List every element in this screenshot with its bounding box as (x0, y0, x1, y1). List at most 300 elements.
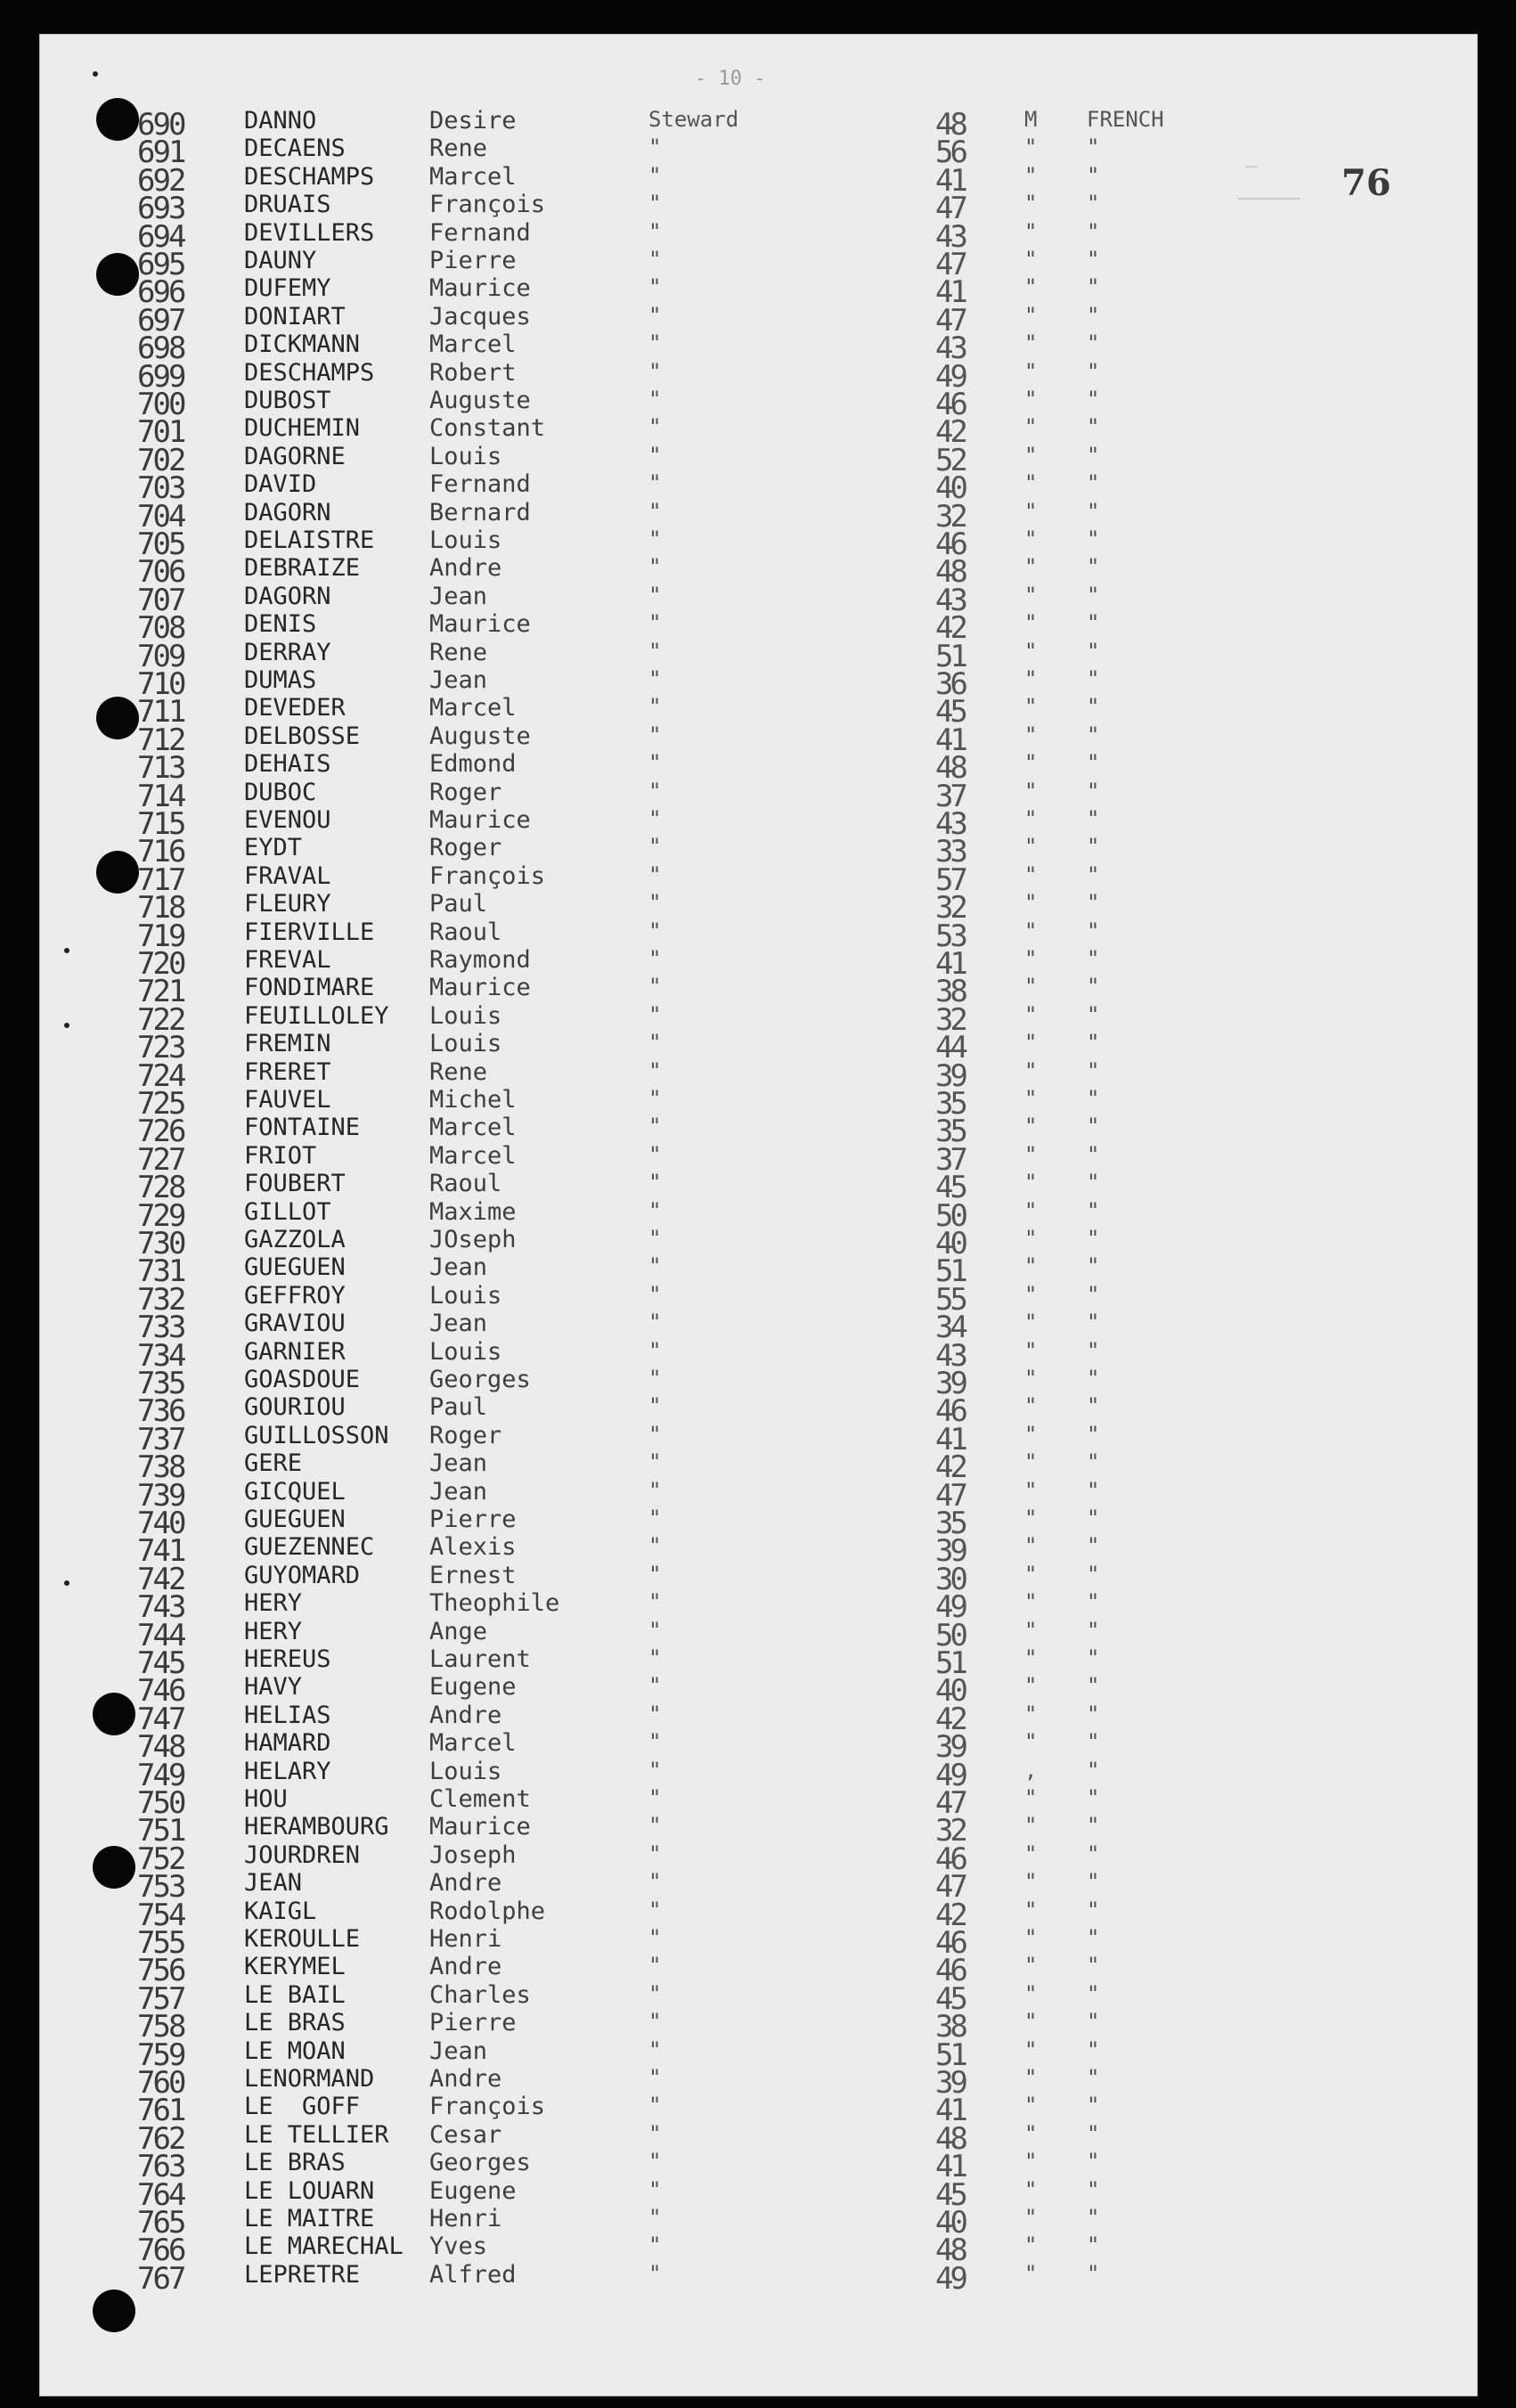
sex: " (1024, 666, 1038, 691)
entry-number: 735 (137, 1366, 184, 1401)
entry-number: 703 (137, 470, 184, 507)
surname: FREMIN (244, 1030, 331, 1058)
age: 42 (935, 1449, 965, 1486)
entry-number: 753 (137, 1869, 184, 1906)
age: 51 (935, 1253, 965, 1290)
surname: DUFEMY (244, 274, 331, 303)
first-name: Louis (429, 1281, 502, 1310)
entry-number: 724 (137, 1057, 184, 1094)
surname: DUCHEMIN (244, 414, 361, 443)
surname: HERY (244, 1589, 303, 1618)
first-name: Desire (429, 107, 517, 135)
entry-number: 698 (137, 331, 184, 367)
entry-number: 760 (137, 2065, 184, 2101)
entry-number: 720 (137, 946, 184, 982)
sex: " (1024, 1869, 1038, 1895)
age: 35 (935, 1086, 965, 1122)
first-name: Raoul (429, 918, 502, 946)
list-item (0, 1253, 1516, 1290)
first-name: Yves (429, 2233, 488, 2261)
list-item (0, 2176, 1516, 2213)
occupation: " (648, 1617, 662, 1643)
entry-number: 700 (137, 387, 184, 422)
occupation: " (648, 162, 662, 188)
nationality: " (1087, 918, 1100, 943)
surname: LE LOUARN (244, 2176, 375, 2205)
sex: " (1024, 1925, 1038, 1950)
first-name: Georges (429, 2149, 531, 2177)
nationality: " (1087, 1785, 1100, 1810)
list-item (0, 2009, 1516, 2045)
list-item (0, 387, 1516, 422)
first-name: Edmond (429, 750, 517, 779)
occupation: " (648, 470, 662, 496)
nationality: " (1087, 1030, 1100, 1056)
first-name: Joseph (429, 1841, 517, 1869)
speck (93, 71, 98, 77)
first-name: Rodolphe (429, 1897, 546, 1925)
entry-number: 746 (137, 1673, 184, 1710)
nationality: " (1087, 498, 1100, 524)
entry-number: 748 (137, 1729, 184, 1766)
first-name: Paul (429, 1393, 488, 1422)
nationality: " (1087, 834, 1100, 860)
list-item (0, 1925, 1516, 1961)
sex: " (1024, 1366, 1038, 1391)
entry-number: 761 (137, 2093, 184, 2129)
age: 48 (935, 2120, 965, 2157)
first-name: Cesar (429, 2120, 502, 2149)
entry-number: 726 (137, 1114, 184, 1150)
nationality: " (1087, 1980, 1100, 2006)
age: 43 (935, 1337, 965, 1374)
entry-number: 722 (137, 1001, 184, 1038)
age: 39 (935, 2065, 965, 2101)
surname: LEPRETRE (244, 2260, 361, 2289)
occupation: " (648, 1506, 662, 1531)
first-name: Fernand (429, 218, 531, 247)
first-name: Henri (429, 1925, 502, 1953)
nationality: " (1087, 526, 1100, 551)
surname: DICKMANN (244, 331, 361, 359)
nationality: " (1087, 387, 1100, 412)
occupation: " (648, 1561, 662, 1587)
nationality: " (1087, 1506, 1100, 1531)
list-item (0, 1197, 1516, 1234)
occupation: " (648, 1057, 662, 1083)
first-name: François (429, 2093, 546, 2121)
age: 38 (935, 974, 965, 1010)
surname: JOURDREN (244, 1841, 361, 1869)
nationality: " (1087, 610, 1100, 636)
age: 47 (935, 1869, 965, 1906)
list-item (0, 1141, 1516, 1178)
sex: " (1024, 1729, 1038, 1755)
age: 40 (935, 2205, 965, 2241)
sex: " (1024, 218, 1038, 244)
list-item (0, 414, 1516, 451)
list-item (0, 1757, 1516, 1793)
sex: " (1024, 1506, 1038, 1531)
entry-number: 725 (137, 1086, 184, 1122)
age: 49 (935, 358, 965, 395)
sex: " (1024, 191, 1038, 216)
age: 46 (935, 1953, 965, 1989)
surname: HELIAS (244, 1701, 331, 1729)
entry-number: 758 (137, 2009, 184, 2045)
age: 53 (935, 918, 965, 954)
age: 37 (935, 778, 965, 814)
surname: FONTAINE (244, 1114, 361, 1142)
age: 42 (935, 414, 965, 451)
nationality: " (1087, 694, 1100, 720)
list-item (0, 1366, 1516, 1401)
occupation: " (648, 191, 662, 216)
nationality: " (1087, 890, 1100, 916)
age: 46 (935, 1925, 965, 1961)
sex: " (1024, 498, 1038, 524)
sex: " (1024, 1253, 1038, 1279)
occupation: " (648, 1281, 662, 1307)
list-item (0, 1785, 1516, 1821)
occupation: " (648, 1393, 662, 1419)
nationality: " (1087, 2149, 1100, 2175)
age: 47 (935, 1477, 965, 1514)
occupation: " (648, 1086, 662, 1111)
first-name: Pierre (429, 1506, 517, 1533)
entry-number: 709 (137, 638, 184, 674)
list-item (0, 1589, 1516, 1626)
occupation: " (648, 274, 662, 300)
sex: " (1024, 778, 1038, 804)
occupation: " (648, 1980, 662, 2006)
age: 35 (935, 1114, 965, 1150)
entry-number: 765 (137, 2205, 184, 2241)
surname: JEAN (244, 1869, 303, 1898)
surname: DERRAY (244, 638, 331, 666)
list-item (0, 1897, 1516, 1933)
nationality: " (1087, 1337, 1100, 1363)
nationality: " (1087, 1393, 1100, 1419)
age: 43 (935, 582, 965, 618)
sex: " (1024, 1281, 1038, 1307)
nationality: " (1087, 1757, 1100, 1783)
first-name: Alfred (429, 2260, 517, 2289)
nationality: " (1087, 1617, 1100, 1643)
surname: DENIS (244, 610, 317, 639)
age: 32 (935, 1813, 965, 1849)
entry-number: 742 (137, 1561, 184, 1597)
entry-number: 721 (137, 974, 184, 1010)
sex: " (1024, 1617, 1038, 1643)
occupation: " (648, 414, 662, 440)
occupation: " (648, 1449, 662, 1475)
nationality: " (1087, 2176, 1100, 2202)
list-item (0, 331, 1516, 367)
first-name: Maxime (429, 1197, 517, 1226)
entry-number: 736 (137, 1393, 184, 1430)
list-item (0, 1114, 1516, 1150)
occupation: " (648, 918, 662, 943)
first-name: Jean (429, 1310, 488, 1338)
list-item (0, 2093, 1516, 2129)
entry-number: 710 (137, 666, 184, 702)
entry-number: 691 (137, 135, 184, 171)
list-item (0, 610, 1516, 647)
occupation: " (648, 750, 662, 776)
list-item (0, 1729, 1516, 1766)
first-name: Eugene (429, 2176, 517, 2205)
age: 40 (935, 1226, 965, 1261)
sex: " (1024, 2176, 1038, 2202)
surname: FLEURY (244, 890, 331, 918)
first-name: Raoul (429, 1170, 502, 1198)
nationality: " (1087, 162, 1100, 188)
first-name: Pierre (429, 247, 517, 274)
page-label: - 10 - (695, 68, 766, 90)
first-name: Maurice (429, 610, 531, 639)
sex: " (1024, 2120, 1038, 2146)
nationality: " (1087, 1897, 1100, 1922)
entry-number: 750 (137, 1785, 184, 1821)
sex: " (1024, 1785, 1038, 1810)
surname: LE TELLIER (244, 2120, 389, 2149)
nationality: FRENCH (1087, 107, 1164, 132)
surname: LE BRAS (244, 2149, 346, 2177)
list-item (0, 2205, 1516, 2241)
sex: " (1024, 1393, 1038, 1419)
nationality: " (1087, 1114, 1100, 1139)
nationality: " (1087, 1057, 1100, 1083)
list-item (0, 2233, 1516, 2269)
nationality: " (1087, 806, 1100, 831)
first-name: Maurice (429, 974, 531, 1002)
surname: LE BAIL (244, 1980, 346, 2009)
nationality: " (1087, 861, 1100, 887)
list-item (0, 526, 1516, 562)
surname: FIERVILLE (244, 918, 375, 946)
nationality: " (1087, 247, 1100, 272)
sex: " (1024, 526, 1038, 551)
surname: LE MARECHAL (244, 2233, 403, 2261)
occupation: " (648, 806, 662, 831)
occupation: " (648, 1925, 662, 1950)
entry-number: 719 (137, 918, 184, 954)
sex: " (1024, 1310, 1038, 1335)
surname: DAGORNE (244, 442, 346, 470)
entry-number: 738 (137, 1449, 184, 1486)
first-name: Auguste (429, 387, 531, 414)
entry-number: 766 (137, 2233, 184, 2269)
surname: FONDIMARE (244, 974, 375, 1002)
surname: GOURIOU (244, 1393, 346, 1422)
entry-number: 755 (137, 1925, 184, 1961)
sex: " (1024, 1980, 1038, 2006)
entry-number: 749 (137, 1757, 184, 1793)
first-name: Marcel (429, 331, 517, 359)
sex: " (1024, 861, 1038, 887)
surname: LENORMAND (244, 2065, 375, 2093)
surname: DANNO (244, 107, 317, 135)
entry-number: 728 (137, 1170, 184, 1206)
occupation: " (648, 1197, 662, 1223)
sex: " (1024, 722, 1038, 747)
first-name: Rene (429, 1057, 488, 1086)
occupation: Steward (648, 107, 739, 132)
occupation: " (648, 778, 662, 804)
age: 46 (935, 1393, 965, 1430)
occupation: " (648, 694, 662, 720)
nationality: " (1087, 1561, 1100, 1587)
entry-number: 727 (137, 1141, 184, 1178)
nationality: " (1087, 2120, 1100, 2146)
first-name: Louis (429, 1001, 502, 1030)
age: 49 (935, 1757, 965, 1793)
sex: " (1024, 918, 1038, 943)
surname: DEVILLERS (244, 218, 375, 247)
sex: " (1024, 1421, 1038, 1447)
surname: FEUILLOLEY (244, 1001, 389, 1030)
occupation: " (648, 526, 662, 551)
age: 41 (935, 2093, 965, 2129)
surname: GARNIER (244, 1337, 346, 1366)
sex: " (1024, 2260, 1038, 2286)
nationality: " (1087, 1841, 1100, 1866)
occupation: " (648, 1253, 662, 1279)
age: 49 (935, 1589, 965, 1626)
surname: DAUNY (244, 247, 317, 274)
first-name: Charles (429, 1980, 531, 2009)
surname: HELARY (244, 1757, 331, 1785)
occupation: " (648, 2149, 662, 2175)
first-name: Constant (429, 414, 546, 443)
occupation: " (648, 1141, 662, 1167)
age: 36 (935, 666, 965, 702)
list-item (0, 1561, 1516, 1597)
nationality: " (1087, 1421, 1100, 1447)
first-name: Andre (429, 554, 502, 583)
age: 46 (935, 526, 965, 562)
nationality: " (1087, 1673, 1100, 1699)
first-name: Raymond (429, 946, 531, 974)
sex: " (1024, 470, 1038, 496)
list-item (0, 1057, 1516, 1094)
surname: LE BRAS (244, 2009, 346, 2037)
occupation: " (648, 1030, 662, 1056)
first-name: Bernard (429, 498, 531, 526)
entry-number: 747 (137, 1701, 184, 1737)
first-name: Rene (429, 135, 488, 163)
list-item (0, 1813, 1516, 1849)
first-name: Louis (429, 1757, 502, 1785)
nationality: " (1087, 302, 1100, 328)
occupation: " (648, 2065, 662, 2090)
occupation: " (648, 1897, 662, 1922)
occupation: " (648, 2093, 662, 2118)
entry-number: 763 (137, 2149, 184, 2185)
entry-number: 692 (137, 162, 184, 199)
age: 42 (935, 610, 965, 647)
entry-number: 764 (137, 2176, 184, 2213)
first-name: Jean (429, 666, 488, 694)
age: 51 (935, 638, 965, 674)
occupation: " (648, 1226, 662, 1251)
sex: " (1024, 1030, 1038, 1056)
surname: DUMAS (244, 666, 317, 694)
occupation: " (648, 2233, 662, 2258)
surname: KEROULLE (244, 1925, 361, 1953)
list-item (0, 1980, 1516, 2017)
occupation: " (648, 2176, 662, 2202)
age: 39 (935, 1057, 965, 1094)
nationality: " (1087, 554, 1100, 580)
nationality: " (1087, 331, 1100, 356)
list-item (0, 722, 1516, 758)
list-item (0, 358, 1516, 395)
occupation: " (648, 442, 662, 468)
first-name: Marcel (429, 1141, 517, 1170)
age: 41 (935, 722, 965, 758)
first-name: Roger (429, 834, 502, 862)
occupation: " (648, 2205, 662, 2230)
surname: KAIGL (244, 1897, 317, 1925)
nationality: " (1087, 470, 1100, 496)
occupation: " (648, 974, 662, 1000)
surname: HAMARD (244, 1729, 331, 1758)
nationality: " (1087, 1086, 1100, 1111)
first-name: Auguste (429, 722, 531, 750)
nationality: " (1087, 1310, 1100, 1335)
surname: FRERET (244, 1057, 331, 1086)
sex: " (1024, 1673, 1038, 1699)
occupation: " (648, 2260, 662, 2286)
list-item (0, 2120, 1516, 2157)
nationality: " (1087, 1253, 1100, 1279)
entry-number: 705 (137, 526, 184, 562)
occupation: " (648, 610, 662, 636)
nationality: " (1087, 1141, 1100, 1167)
occupation: " (648, 834, 662, 860)
list-item (0, 191, 1516, 227)
first-name: Rene (429, 638, 488, 666)
occupation: " (648, 1421, 662, 1447)
list-item (0, 1030, 1516, 1066)
list-item (0, 1001, 1516, 1038)
sex: " (1024, 974, 1038, 1000)
first-name: Clement (429, 1785, 531, 1813)
age: 48 (935, 750, 965, 787)
occupation: " (648, 247, 662, 272)
occupation: " (648, 2120, 662, 2146)
entry-number: 717 (137, 861, 184, 898)
nationality: " (1087, 722, 1100, 747)
age: 45 (935, 694, 965, 731)
sex: " (1024, 1645, 1038, 1670)
entry-number: 695 (137, 247, 184, 282)
entry-number: 702 (137, 442, 184, 478)
age: 45 (935, 1980, 965, 2017)
age: 32 (935, 1001, 965, 1038)
list-item (0, 778, 1516, 814)
occupation: " (648, 2009, 662, 2035)
sex: " (1024, 2149, 1038, 2175)
sex: " (1024, 1337, 1038, 1363)
occupation: " (648, 1114, 662, 1139)
entry-number: 694 (137, 218, 184, 255)
sex: " (1024, 274, 1038, 300)
list-item (0, 107, 1516, 143)
nationality: " (1087, 2037, 1100, 2062)
